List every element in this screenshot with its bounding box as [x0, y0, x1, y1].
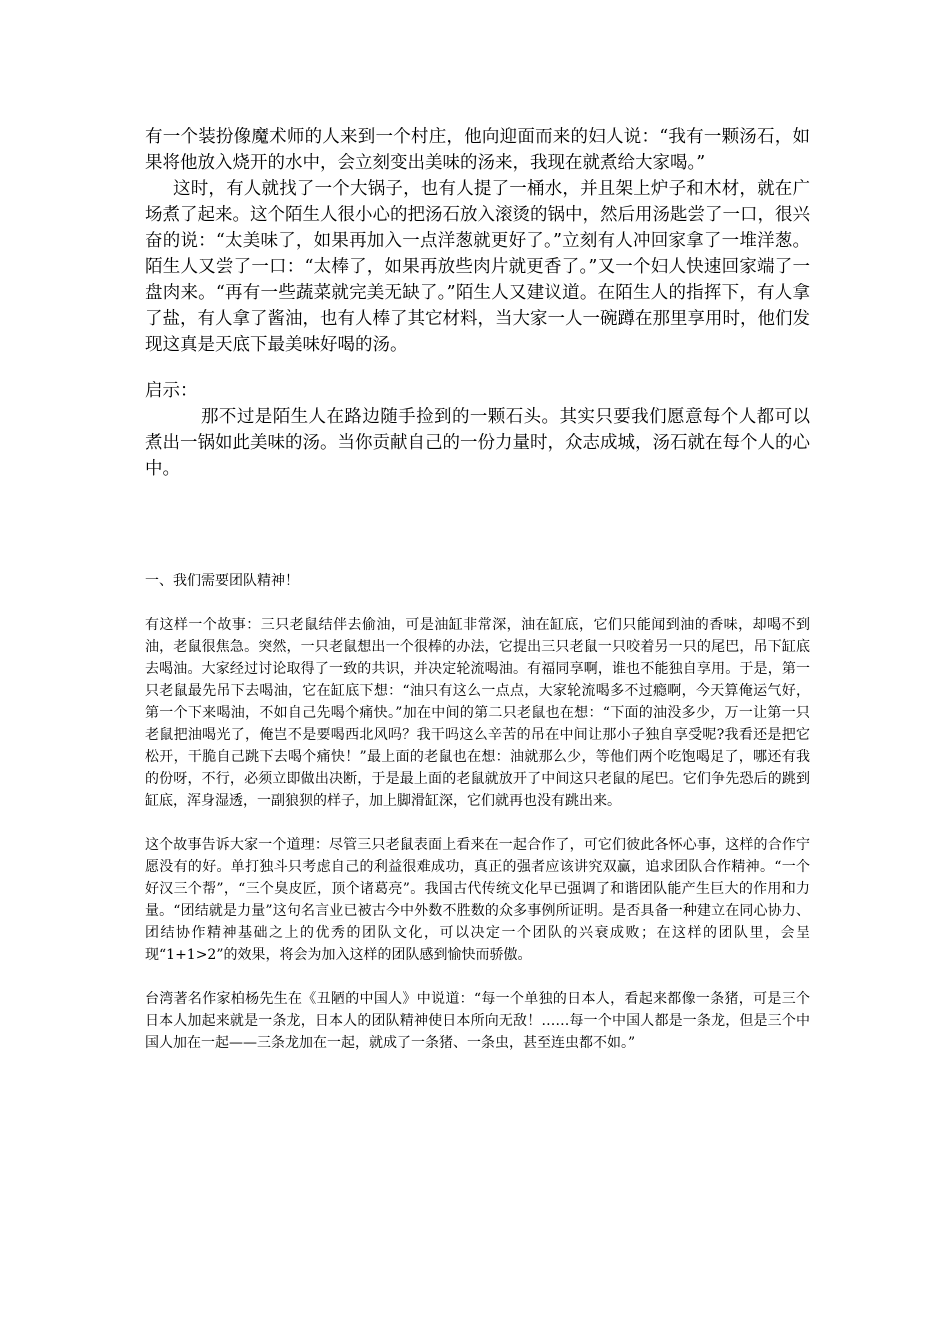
section-paragraph-1: 有这样一个故事：三只老鼠结伴去偷油，可是油缸非常深，油在缸底，它们只能闻到油的香味，却喝不到油，老鼠很焦急。突然，一只老鼠想出一个很棒的办法，它提出三只老鼠一只咬着另一只的尾巴，吊下缸底去喝油。大家经过讨论取得了一致的共识，并决定轮流喝油。有福同享啊，谁也不能独自享用。于是，第一只老鼠最先吊下去喝油，它在缸底下想：“油只有这么一点点，大家轮流喝多不过瘾啊，今天算俺运气好，第一个下来喝油，不如自己先喝个痛快。”加在中间的第二只老鼠也在想：“下面的油没多少，万一让第一只老鼠把油喝光了，俺岂不是要喝西北风吗？我干吗这么辛苦的吊在中间让那小子独自享受呢?我看还是把它松开，干脆自己跳下去喝个痛快！”最上面的老鼠也在想：油就那么少，等他们两个吃饱喝足了，哪还有我的份呀，不行，必须立即做出决断，于是最上面的老鼠就放开了中间这只老鼠的尾巴。它们争先恐后的跳到缸底，浑身湿透，一副狼狈的样子，加上脚滑缸深，它们就再也没有跳出来。	[145, 617, 810, 809]
section-heading: 一、我们需要团队精神！	[145, 573, 299, 589]
moral-label: 启示：	[145, 381, 198, 401]
section-paragraph-2: 这个故事告诉大家一个道理：尽管三只老鼠表面上看来在一起合作了，可它们彼此各怀心事，这样的合作宁愿没有的好。单打独斗只考虑自己的利益很难成功，真正的强者应该讲究双赢，追求团队合作精神。“一个好汉三个帮”，“三个臭皮匠，顶个诸葛亮”。我国古代传统文化早已强调了和谐团队能产生巨大的作用和力量。“团结就是力量”这句名言业已被古今中外数不胜数的众多事例所证明。是否具备一种建立在同心协力、团结协作精神基础之上的优秀的团队文化，可以决定一个团队的兴衰成败；在这样的团队里，会呈现“1+1>2”的效果，将会为加入这样的团队感到愉快而骄傲。	[145, 837, 810, 963]
document-page	[145, 124, 810, 1054]
section-paragraph-3: 台湾著名作家柏杨先生在《丑陋的中国人》中说道：“每一个单独的日本人，看起来都像一条猪，可是三个日本人加起来就是一条龙，日本人的团队精神使日本所向无敌！……每一个中国人都是一条龙，但是三个中国人加在一起——三条龙加在一起，就成了一条猪、一条虫，甚至连虫都不如。”	[145, 991, 810, 1051]
story-paragraph-1: 有一个装扮像魔术师的人来到一个村庄，他向迎面而来的妇人说：“我有一颗汤石，如果将他放入烧开的水中，会立刻变出美味的汤来，我现在就煮给大家喝。”	[145, 127, 810, 173]
moral-paragraph: 那不过是陌生人在路边随手捡到的一颗石头。其实只要我们愿意每个人都可以煮出一锅如此美味的汤。当你贡献自己的一份力量时，众志成城，汤石就在每个人的心中。	[145, 407, 810, 479]
story-paragraph-2: 这时，有人就找了一个大锅子，也有人提了一桶水，并且架上炉子和木材，就在广场煮了起来。这个陌生人很小心的把汤石放入滚烫的锅中，然后用汤匙尝了一口，很兴奋的说：“太美味了，如果再加入一点洋葱就更好了。”立刻有人冲回家拿了一堆洋葱。陌生人又尝了一口：“太棒了，如果再放些肉片就更香了。”又一个妇人快速回家端了一盘肉来。“再有一些蔬菜就完美无缺了。”陌生人又建议道。在陌生人的指挥下，有人拿了盐，有人拿了酱油，也有人棒了其它材料，当大家一人一碗蹲在那里享用时，他们发现这真是天底下最美味好喝的汤。	[145, 179, 810, 355]
